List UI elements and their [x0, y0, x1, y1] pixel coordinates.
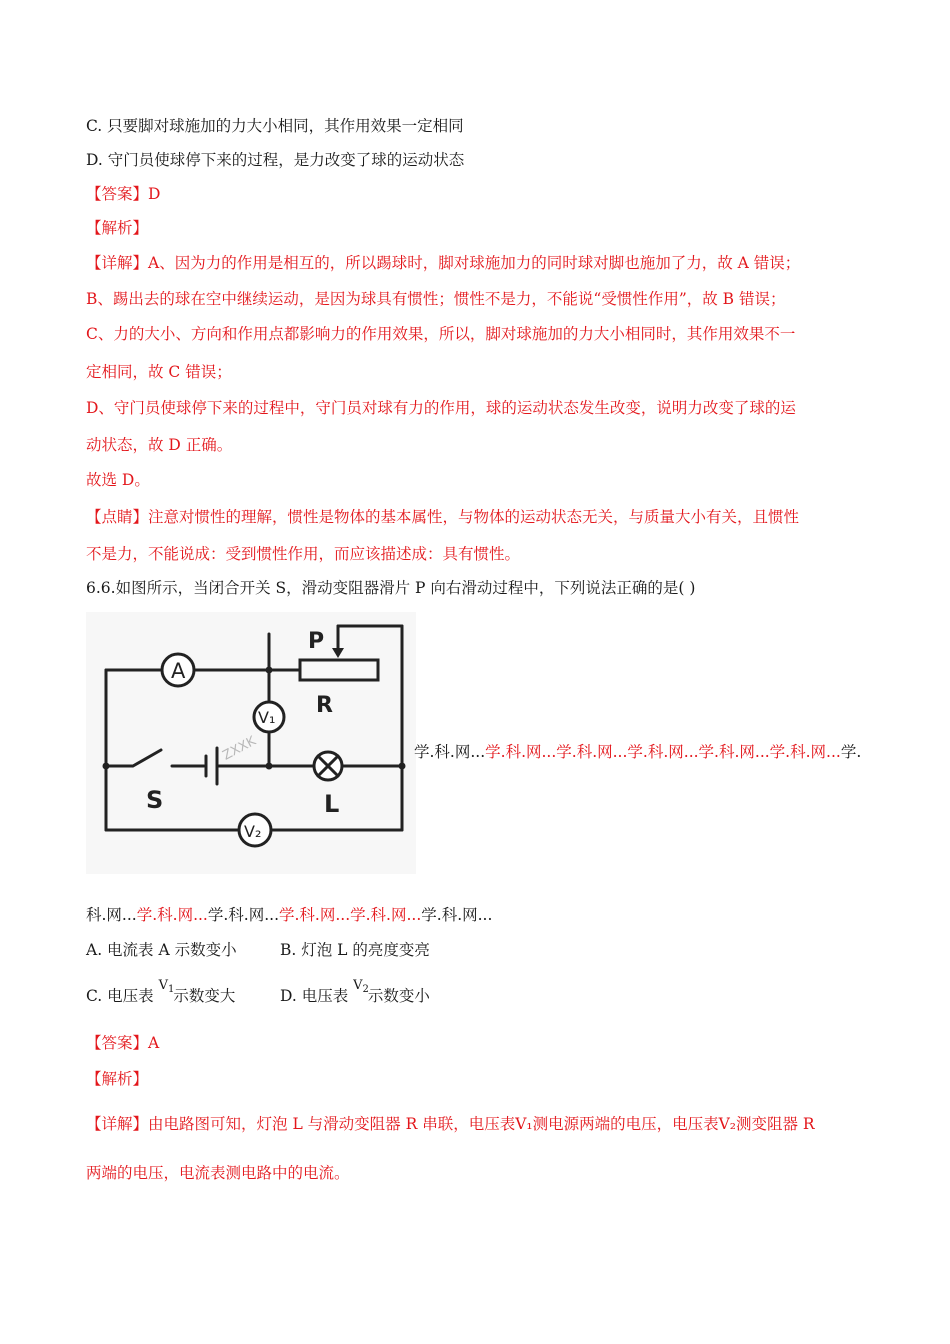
rheostat-label: R [316, 693, 333, 718]
detail-text: A、因为力的作用是相互的，所以踢球时，脚对球施加力的同时球对脚也施加了力，故 A 错误； [148, 254, 801, 272]
lamp-label: L [324, 790, 340, 818]
detail-line-3: C、力的大小、方向和作用点都影响力的作用效果，所以，脚对球施加的力大小相同时，其作用效果不一 [86, 325, 796, 343]
answer-value: A [148, 1034, 160, 1052]
watermark-stamp: ZXXK [220, 733, 259, 764]
question-stem: 6.6.如图所示，当闭合开关 S，滑动变阻器滑片 P 向右滑动过程中，下列说法正确的是( ) [86, 579, 696, 597]
detail-line-4: 定相同，故 C 错误； [86, 363, 232, 381]
v1-label: V₁ [258, 708, 276, 727]
circuit-diagram [86, 612, 416, 874]
watermark-line-1 [414, 740, 861, 762]
v2-label: V₂ [244, 822, 262, 841]
answer-row-prev [86, 184, 160, 204]
v2-symbol: V2 [353, 978, 369, 995]
option-d-tail: 示数变小 [367, 987, 430, 1005]
wm-seg: 学.科.网... [136, 906, 208, 924]
option-c-text: C. 电压表 [86, 987, 159, 1005]
option-d-text: D. 电压表 [280, 987, 354, 1005]
option-c-prev: C. 只要脚对球施加的力大小相同，其作用效果一定相同 [86, 117, 464, 135]
wm-seg: 学.科.网...学.科.网... [279, 906, 422, 924]
analysis-tag: 【解析】 [86, 1070, 149, 1088]
option-d-prev: D. 守门员使球停下来的过程，是力改变了球的运动状态 [86, 151, 465, 169]
tip-line-2: 不是力，不能说成：受到惯性作用，而应该描述成：具有惯性。 [86, 545, 521, 563]
detail-tag: 【详解】 [86, 1115, 149, 1133]
wm-seg: 学.科.网... [207, 906, 279, 924]
analysis-tag-prev: 【解析】 [86, 219, 149, 237]
tip-tag: 【点睛】 [86, 508, 149, 526]
detail-tag: 【详解】 [86, 254, 149, 272]
wm-seg: 科.网... [86, 906, 137, 924]
wm-red: 学.科.网...学.科.网...学.科.网...学.科.网...学.科.网... [485, 743, 841, 761]
detail-line-1 [86, 253, 800, 273]
answer-value: D [148, 185, 161, 203]
option-c [86, 978, 236, 1012]
option-b: B. 灯泡 L 的亮度变亮 [280, 941, 430, 959]
wm-black: 学.科.网... [414, 743, 486, 761]
tip-line-1 [86, 507, 799, 527]
tip-text: 注意对惯性的理解，惯性是物体的基本属性，与物体的运动状态无关，与质量大小有关，且惯性 [148, 508, 800, 526]
detail-line-a [86, 1114, 815, 1134]
wm-seg: 学.科.网... [421, 906, 493, 924]
option-c-tail: 示数变大 [173, 987, 236, 1005]
detail-line-5: D、守门员使球停下来的过程中，守门员对球有力的作用，球的运动状态发生改变，说明力改变了球的运 [86, 399, 796, 417]
option-a: A. 电流表 A 示数变小 [86, 941, 237, 959]
detail-line-2: B、踢出去的球在空中继续运动，是因为球具有惯性；惯性不是力，不能说“受惯性作用”，故 B 错误； [86, 290, 786, 308]
detail-line-6: 动状态，故 D 正确。 [86, 436, 233, 454]
watermark-line-2 [86, 905, 492, 925]
ammeter-label: A [171, 659, 186, 683]
wm-black: 学. [840, 743, 862, 761]
switch-label: S [146, 786, 164, 814]
option-d [280, 978, 430, 1012]
detail-text: 由电路图可知，灯泡 L 与滑动变阻器 R 串联，电压表V₁测电源两端的电压，电压表V₂测变阻器 R [148, 1115, 815, 1133]
detail-line-7: 故选 D。 [86, 471, 150, 489]
slider-label: P [308, 629, 325, 654]
answer-tag: 【答案】 [86, 1034, 149, 1052]
answer-row [86, 1033, 159, 1053]
detail-line-b: 两端的电压，电流表测电路中的电流。 [86, 1164, 350, 1182]
v1-symbol: V1 [158, 978, 175, 995]
answer-tag: 【答案】 [86, 185, 149, 203]
